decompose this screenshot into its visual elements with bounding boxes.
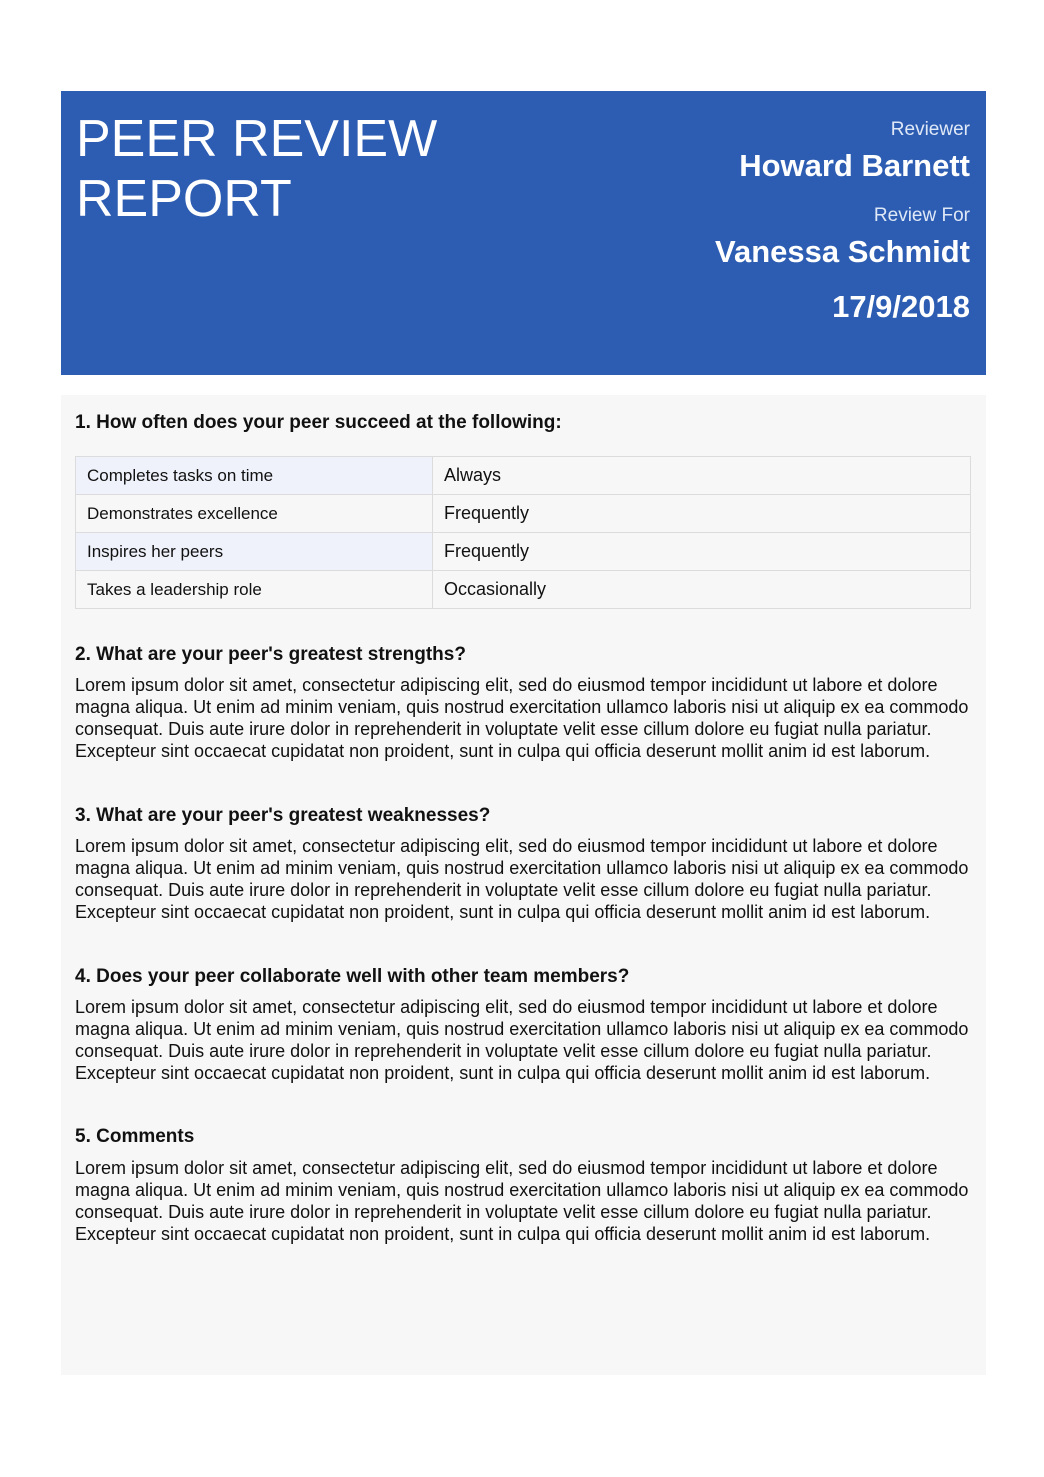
question-2-answer: Lorem ipsum dolor sit amet, consectetur adipiscing elit, sed do eiusmod tempor incididunt ut labore et dolore magna aliqua. Ut enim ad minim veniam, quis nostrud exercitation ullamco laboris nisi ut aliquip ex ea commodo consequat. Duis aute irure dolor in reprehenderit in voluptate velit esse cillum dolore eu fugiat nulla pariatur. Excepteur sint occaecat cupidatat non proident, sunt in culpa qui officia deserunt mollit anim id est laborum.: [75, 675, 969, 761]
rating-value: Frequently: [433, 495, 971, 533]
table-row: [76, 457, 971, 495]
report-title-line-1: PEER REVIEW: [76, 110, 438, 168]
rating-value: Occasionally: [433, 571, 971, 609]
report-title-line-2: REPORT: [76, 170, 292, 228]
rating-criterion: Completes tasks on time: [76, 457, 433, 495]
question-3-heading: 3. What are your peer's greatest weaknesses?: [75, 805, 491, 826]
question-5-answer: Lorem ipsum dolor sit amet, consectetur adipiscing elit, sed do eiusmod tempor incididunt ut labore et dolore magna aliqua. Ut enim ad minim veniam, quis nostrud exercitation ullamco laboris nisi ut aliquip ex ea commodo consequat. Duis aute irure dolor in reprehenderit in voluptate velit esse cillum dolore eu fugiat nulla pariatur. Excepteur sint occaecat cupidatat non proident, sunt in culpa qui officia deserunt mollit anim id est laborum.: [75, 1158, 969, 1244]
question-1-heading: 1. How often does your peer succeed at the following:: [75, 412, 562, 433]
question-3-answer: Lorem ipsum dolor sit amet, consectetur adipiscing elit, sed do eiusmod tempor incididunt ut labore et dolore magna aliqua. Ut enim ad minim veniam, quis nostrud exercitation ullamco laboris nisi ut aliquip ex ea commodo consequat. Duis aute irure dolor in reprehenderit in voluptate velit esse cillum dolore eu fugiat nulla pariatur. Excepteur sint occaecat cupidatat non proident, sunt in culpa qui officia deserunt mollit anim id est laborum.: [75, 836, 969, 922]
review-for-name: Vanessa Schmidt: [714, 234, 970, 269]
rating-value: Always: [433, 457, 971, 495]
question-2-heading: 2. What are your peer's greatest strengths?: [75, 644, 466, 665]
question-4-heading: 4. Does your peer collaborate well with other team members?: [75, 966, 630, 987]
review-for-label: Review For: [873, 205, 970, 226]
ratings-table: [75, 456, 971, 609]
report-header: [61, 91, 986, 375]
rating-criterion: Takes a leadership role: [76, 571, 433, 609]
rating-criterion: Inspires her peers: [76, 533, 433, 571]
table-row: [76, 533, 971, 571]
review-body: [61, 395, 986, 1375]
rating-criterion: Demonstrates excellence: [76, 495, 433, 533]
question-5-heading: 5. Comments: [75, 1126, 195, 1147]
reviewer-name: Howard Barnett: [739, 148, 970, 183]
table-row: [76, 495, 971, 533]
report-title: [76, 109, 437, 229]
question-4-answer: Lorem ipsum dolor sit amet, consectetur adipiscing elit, sed do eiusmod tempor incididunt ut labore et dolore magna aliqua. Ut enim ad minim veniam, quis nostrud exercitation ullamco laboris nisi ut aliquip ex ea commodo consequat. Duis aute irure dolor in reprehenderit in voluptate velit esse cillum dolore eu fugiat nulla pariatur. Excepteur sint occaecat cupidatat non proident, sunt in culpa qui officia deserunt mollit anim id est laborum.: [75, 997, 969, 1083]
reviewer-label: Reviewer: [890, 119, 970, 140]
review-date: 17/9/2018: [832, 289, 970, 324]
rating-value: Frequently: [433, 533, 971, 571]
table-row: [76, 571, 971, 609]
